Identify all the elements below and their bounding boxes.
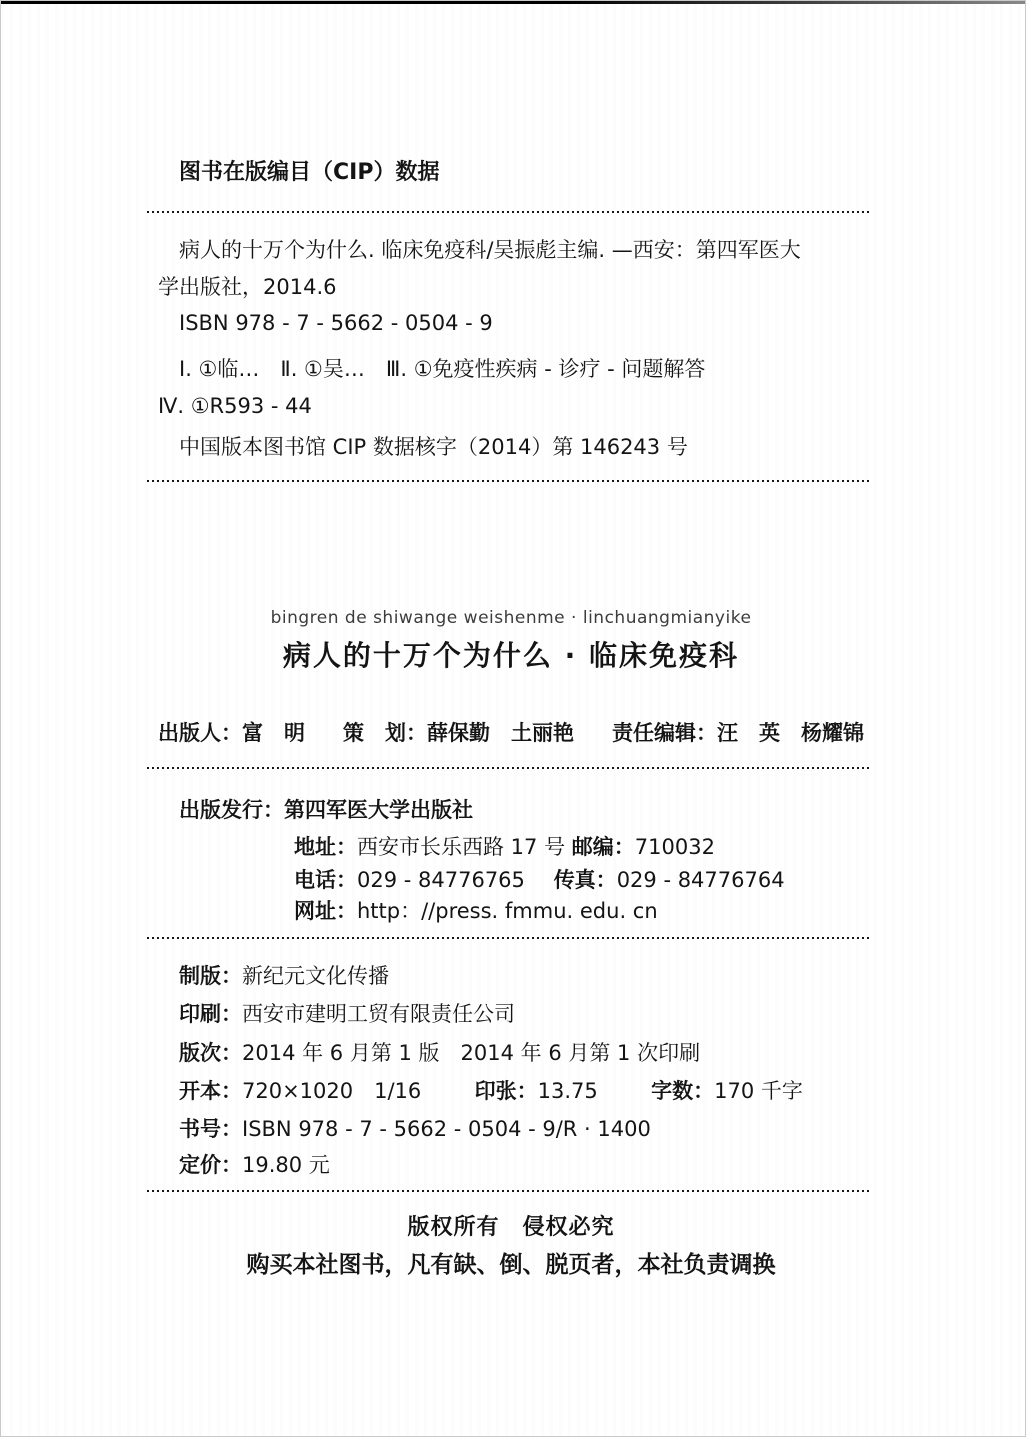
- cip-description-line1: 病人的十万个为什么. 临床免疫科/吴振彪主编. —西安：第四军医大: [179, 238, 801, 262]
- cip-record-number: 中国版本图书馆 CIP 数据核字（2014）第 146243 号: [179, 435, 688, 459]
- cip-classification-line2: Ⅳ. ①R593 - 44: [158, 394, 312, 418]
- cip-heading: 图书在版编目（CIP）数据: [179, 160, 440, 185]
- address-value: 西安市长乐西路 17 号: [357, 835, 566, 859]
- dotted-rule-2: [147, 480, 869, 482]
- book-number-label: 书号：: [179, 1117, 242, 1141]
- exchange-notice: 购买本社图书，凡有缺、倒、脱页者，本社负责调换: [246, 1252, 776, 1278]
- dotted-rule-5: [147, 1190, 869, 1192]
- responsible-editor-label: 责任编辑：: [612, 721, 717, 745]
- fax-pair: [554, 868, 785, 892]
- website-label: 网址：: [294, 899, 357, 923]
- book-number-line: [158, 1116, 864, 1142]
- postcode-pair: [572, 835, 715, 859]
- title-pinyin: bingren de shiwange weishenme · linchuangmianyike: [270, 608, 752, 628]
- dotted-rule-1: [147, 211, 869, 213]
- plate-value: 新纪元文化传播: [242, 964, 389, 988]
- address-label: 地址：: [294, 835, 357, 859]
- address-pair: [294, 834, 565, 860]
- phone-label: 电话：: [294, 868, 357, 892]
- address-line: [158, 834, 864, 860]
- planner-names: 薛保勤 土丽艳: [427, 721, 574, 745]
- book-title: 病人的十万个为什么 · 临床免疫科: [282, 639, 740, 672]
- website-value: http：//press. fmmu. edu. cn: [357, 899, 658, 923]
- planner: [343, 720, 574, 746]
- copyright-notice: 版权所有 侵权必究: [407, 1215, 615, 1240]
- postcode-label: 邮编：: [571, 835, 635, 859]
- phone-pair: [294, 867, 547, 893]
- fax-label: 传真：: [553, 868, 617, 892]
- issue-label: 出版发行：: [179, 798, 284, 822]
- sheets-value: 13.75: [537, 1079, 598, 1103]
- dotted-rule-3: [147, 767, 869, 769]
- format-label: 开本：: [179, 1079, 242, 1103]
- sheets-label: 印张：: [474, 1079, 538, 1103]
- postcode-value: 710032: [634, 835, 715, 859]
- words-label: 字数：: [651, 1079, 715, 1103]
- format-line: [158, 1078, 864, 1104]
- price-line: [158, 1152, 864, 1178]
- fax-value: 029 - 84776764: [616, 868, 785, 892]
- dotted-rule-4: [147, 937, 869, 939]
- words-value: 170 千字: [714, 1079, 803, 1103]
- scan-top-edge: [1, 1, 1025, 4]
- plate-label: 制版：: [179, 964, 242, 988]
- phone-value: 029 - 84776765: [357, 868, 525, 892]
- edition-label: 版次：: [179, 1041, 242, 1065]
- cip-isbn: ISBN 978 - 7 - 5662 - 0504 - 9: [179, 311, 493, 335]
- phone-line: [158, 867, 864, 893]
- price-label: 定价：: [179, 1153, 242, 1177]
- plate-line: [158, 963, 864, 989]
- edition-value: 2014 年 6 月第 1 版 2014 年 6 月第 1 次印刷: [242, 1041, 701, 1065]
- publisher-person-name: 富 明: [242, 721, 305, 745]
- edition-line: [158, 1040, 864, 1066]
- issue-line: [158, 797, 864, 823]
- issue-value: 第四军医大学出版社: [284, 798, 473, 822]
- website-line: [158, 898, 864, 924]
- staff-row: [158, 720, 864, 746]
- publisher-person-label: 出版人：: [158, 721, 242, 745]
- cip-description-line2: 学出版社，2014.6: [158, 275, 337, 299]
- publisher-person: [158, 720, 305, 746]
- planner-label: 策 划：: [343, 721, 427, 745]
- responsible-editor: [612, 720, 864, 746]
- responsible-editor-names: 汪 英 杨耀锦: [717, 721, 864, 745]
- book-number-value: ISBN 978 - 7 - 5662 - 0504 - 9/R · 1400: [242, 1117, 651, 1141]
- format-value: 720×1020 1/16: [242, 1079, 422, 1103]
- printer-value: 西安市建明工贸有限责任公司: [242, 1002, 515, 1026]
- cip-classification-line1: Ⅰ. ①临… Ⅱ. ①吴… Ⅲ. ①免疫性疾病 - 诊疗 - 问题解答: [179, 357, 706, 381]
- printer-label: 印刷：: [179, 1002, 242, 1026]
- price-value: 19.80 元: [242, 1153, 330, 1177]
- printer-line: [158, 1001, 864, 1027]
